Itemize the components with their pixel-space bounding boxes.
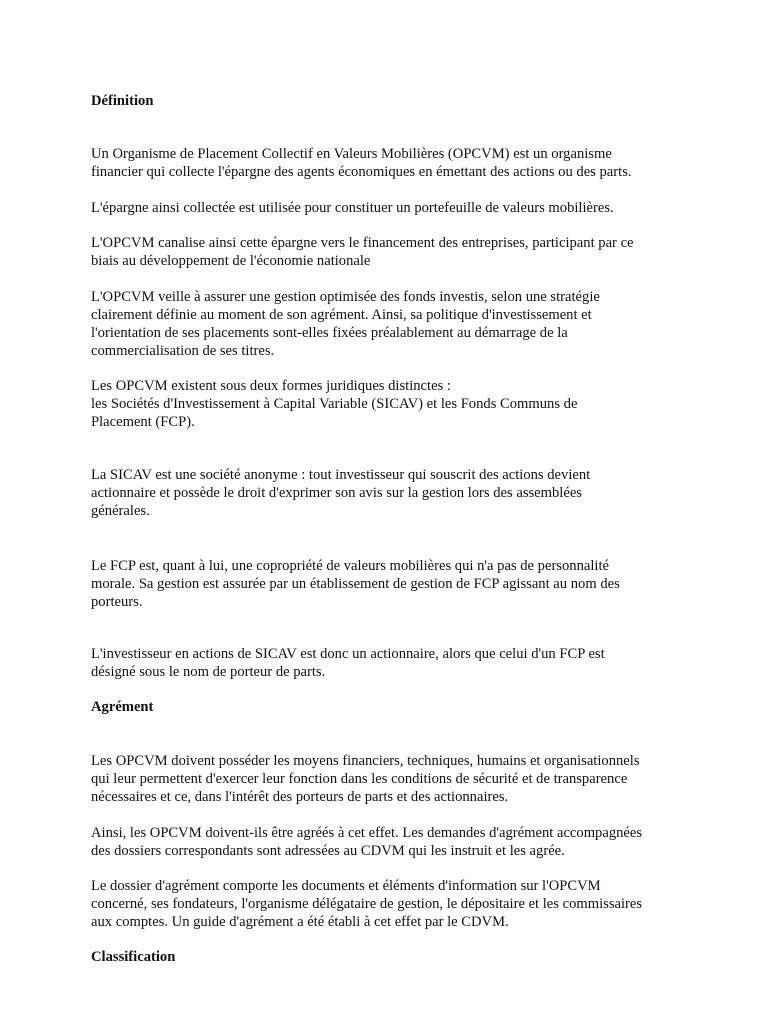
text-line: Les OPCVM doivent posséder les moyens financiers, techniques, humains et organisationnels	[91, 753, 640, 769]
text-line: nécessaires et ce, dans l'intérêt des porteurs de parts et des actionnaires.	[91, 789, 509, 805]
text-line: Ainsi, les OPCVM doivent-ils être agréés à cet effet. Les demandes d'agrément accompagnées	[91, 825, 643, 841]
text-line: les Sociétés d'Investissement à Capital Variable (SICAV) et les Fonds Communs de	[91, 396, 578, 412]
paragraph	[91, 877, 721, 931]
paragraph	[91, 752, 721, 806]
text-line: des dossiers correspondants sont adressées au CDVM qui les instruit et les agrée.	[91, 843, 565, 859]
text-line: concerné, ses fondateurs, l'organisme délégataire de gestion, le dépositaire et les commissaires	[91, 896, 643, 912]
paragraph	[91, 466, 721, 520]
text-line: L'épargne ainsi collectée est utilisée pour constituer un portefeuille de valeurs mobilières.	[91, 200, 614, 216]
paragraph	[91, 234, 721, 270]
paragraph	[91, 288, 721, 360]
document-page	[91, 0, 721, 1024]
paragraph	[91, 557, 721, 611]
heading-definition: Définition	[91, 93, 154, 109]
text-line: l'orientation de ses placements sont-elles fixées préalablement au démarrage de la	[91, 325, 568, 341]
text-line: clairement définie au moment de son agrément. Ainsi, sa politique d'investissement et	[91, 307, 592, 323]
text-line: financier qui collecte l'épargne des agents économiques en émettant des actions ou des parts.	[91, 164, 632, 180]
heading-classification: Classification	[91, 949, 176, 965]
text-line: qui leur permettent d'exercer leur fonction dans les conditions de sécurité et de transparence	[91, 771, 628, 787]
text-line: morale. Sa gestion est assurée par un établissement de gestion de FCP agissant au nom des	[91, 576, 620, 592]
text-line: actionnaire et possède le droit d'exprimer son avis sur la gestion lors des assemblées	[91, 485, 582, 501]
paragraph	[91, 377, 721, 431]
text-line: L'OPCVM canalise ainsi cette épargne vers le financement des entreprises, participant par ce	[91, 235, 634, 251]
text-line: porteurs.	[91, 594, 143, 610]
paragraph	[91, 645, 721, 681]
text-line: désigné sous le nom de porteur de parts.	[91, 664, 326, 680]
paragraph	[91, 824, 721, 860]
text-line: L'investisseur en actions de SICAV est donc un actionnaire, alors que celui d'un FCP est	[91, 646, 605, 662]
text-line: aux comptes. Un guide d'agrément a été établi à cet effet par le CDVM.	[91, 914, 509, 930]
paragraph	[91, 199, 721, 217]
paragraph	[91, 145, 721, 181]
text-line: générales.	[91, 503, 150, 519]
heading-agrement: Agrément	[91, 699, 154, 715]
text-line: L'OPCVM veille à assurer une gestion optimisée des fonds investis, selon une stratégie	[91, 289, 600, 305]
text-line: La SICAV est une société anonyme : tout investisseur qui souscrit des actions devient	[91, 467, 591, 483]
text-line: Un Organisme de Placement Collectif en Valeurs Mobilières (OPCVM) est un organisme	[91, 146, 612, 162]
text-line: Le dossier d'agrément comporte les documents et éléments d'information sur l'OPCVM	[91, 878, 601, 894]
text-line: biais au développement de l'économie nationale	[91, 253, 371, 269]
text-line: Les OPCVM existent sous deux formes juridiques distinctes :	[91, 378, 451, 394]
text-line: commercialisation de ses titres.	[91, 343, 275, 359]
text-line: Le FCP est, quant à lui, une copropriété de valeurs mobilières qui n'a pas de personnalité	[91, 558, 609, 574]
text-line: Placement (FCP).	[91, 414, 195, 430]
